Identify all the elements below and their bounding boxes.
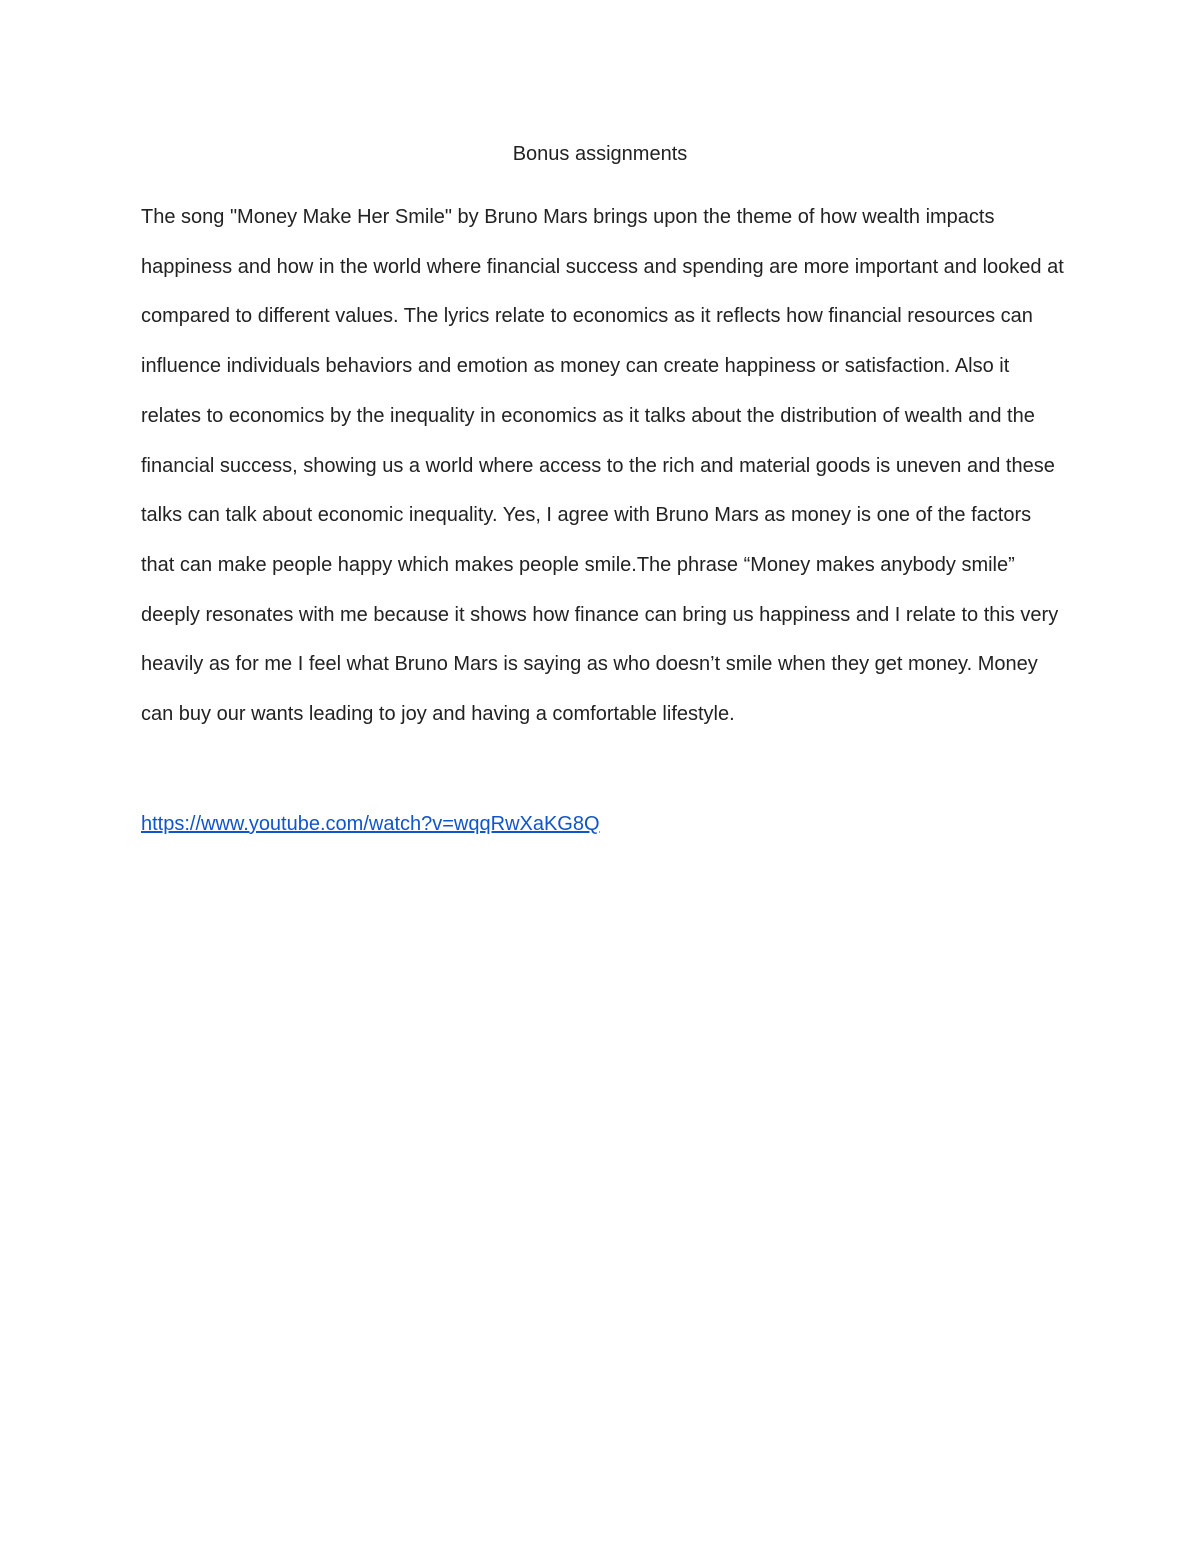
document-title: Bonus assignments — [512, 143, 688, 165]
youtube-link[interactable]: https://www.youtube.com/watch?v=wqqRwXaKG8Q — [141, 813, 600, 835]
body-paragraph: The song "Money Make Her Smile" by Bruno Mars brings upon the theme of how wealth impacts happiness and how in the world where financial success and spending are more important and looked at compared to different values. The lyrics relate to economics as it reflects how financial resources can influence individuals behaviors and emotion as money can create happiness or satisfaction. Also it relates to economics by the inequality in economics as it talks about the distribution of wealth and the financial success, showing us a world where access to the rich and material goods is uneven and these talks can talk about economic inequality. Yes, I agree with Bruno Mars as money is one of the factors that can make people happy which makes people smile.The phrase “Money makes anybody smile” deeply resonates with me because it shows how finance can bring us happiness and I relate to this very heavily as for me I feel what Bruno Mars is saying as who doesn’t smile when they get money. Money can buy our wants leading to joy and having a comfortable lifestyle. — [141, 206, 1064, 726]
